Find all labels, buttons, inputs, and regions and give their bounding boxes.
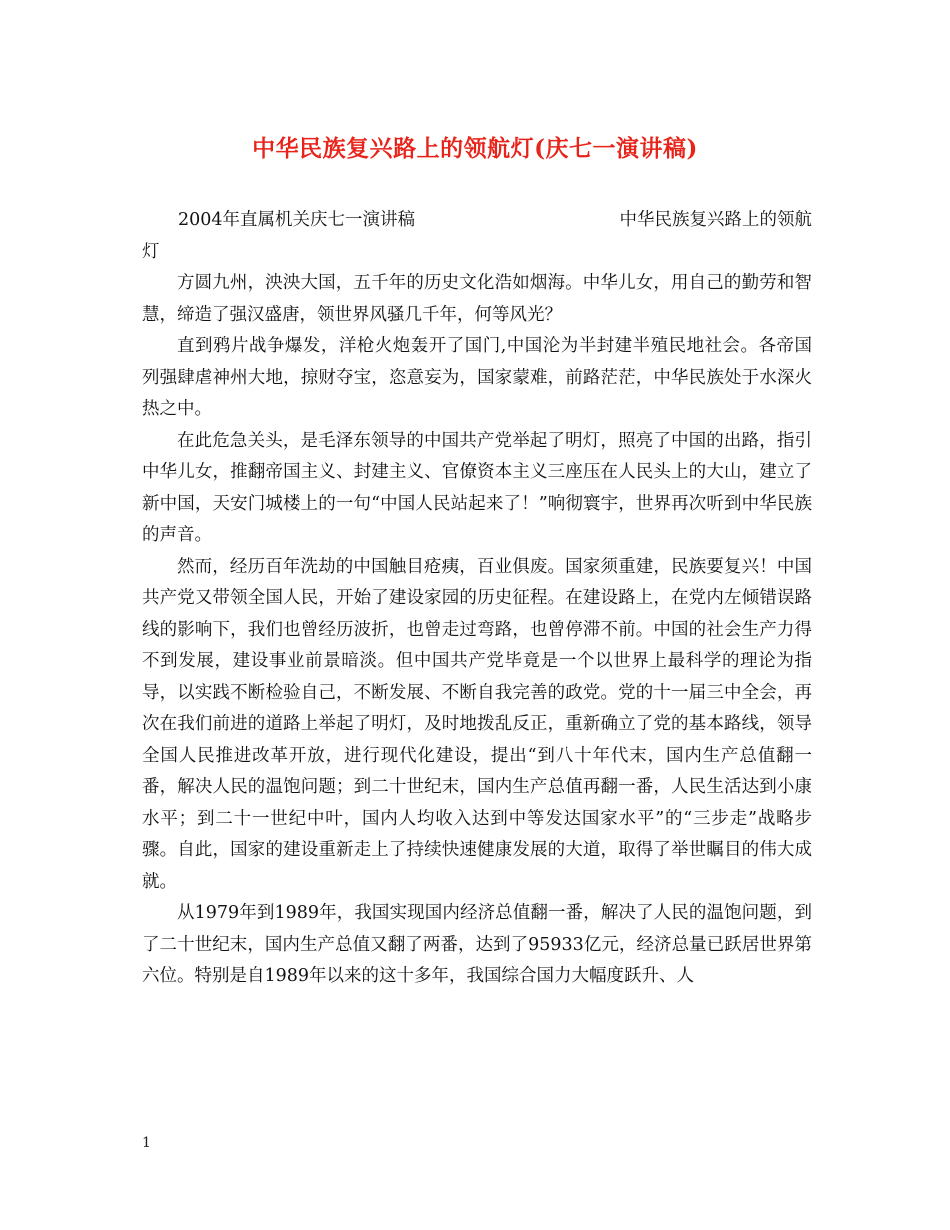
page-number: 1 xyxy=(142,1135,151,1151)
paragraph: 然而，经历百年洗劫的中国触目疮痍，百业俱废。国家须重建，民族要复兴！中国共产党又带领全国人民，开始了建设家园的历史征程。在建设路上，在党内左倾错误路线的影响下，我们也曾经历波折，也曾走过弯路，也曾停滞不前。中国的社会生产力得不到发展，建设事业前景暗淡。但中国共产党毕竟是一个以世界上最科学的理论为指导，以实践不断检验自己，不断发展、不断自我完善的政党。党的十一届三中全会，再次在我们前进的道路上举起了明灯，及时地拨乱反正，重新确立了党的基本路线，领导全国人民推进改革开放，进行现代化建设，提出“到八十年代末，国内生产总值翻一番，解决人民的温饱问题；到二十世纪末，国内生产总值再翻一番，人民生活达到小康水平；到二十一世纪中叶，国内人均收入达到中等发达国家水平”的“三步走”战略步骤。自此，国家的建设重新走上了持续快速健康发展的大道，取得了举世瞩目的伟大成就。 xyxy=(142,556,812,892)
paragraph: 在此危急关头，是毛泽东领导的中国共产党举起了明灯，照亮了中国的出路，指引中华儿女，推翻帝国主义、封建主义、官僚资本主义三座压在人民头上的大山，建立了新中国，天安门城楼上的一句“中国人民站起来了！”响彻寰宇，世界再次听到中华民族的声音。 xyxy=(142,430,812,545)
paragraph: 方圆九州，泱泱大国，五千年的历史文化浩如烟海。中华儿女，用自己的勤劳和智慧，缔造了强汉盛唐，领世界风骚几千年，何等风光？ xyxy=(142,273,812,325)
subtitle-left: 2004年直属机关庆七一演讲稿 xyxy=(178,210,416,230)
document-body xyxy=(142,205,812,993)
subtitle-right: 中华民族复兴路上的领航 xyxy=(619,210,812,230)
paragraph: 直到鸦片战争爆发，洋枪火炮轰开了国门,中国沦为半封建半殖民地社会。各帝国列强肆虐神州大地，掠财夺宝，恣意妄为，国家蒙难，前路茫茫，中华民族处于水深火热之中。 xyxy=(142,336,812,419)
subtitle-line xyxy=(142,205,812,237)
paragraph: 从1979年到1989年，我国实现国内经济总值翻一番，解决了人民的温饱问题，到了二十世纪末，国内生产总值又翻了两番，达到了95933亿元，经济总量已跃居世界第六位。特别是自1989年以来的这十多年，我国综合国力大幅度跃升、人 xyxy=(142,903,812,986)
document-title: 中华民族复兴路上的领航灯(庆七一演讲稿) xyxy=(252,135,698,162)
subtitle-continued: 灯 xyxy=(142,241,160,262)
